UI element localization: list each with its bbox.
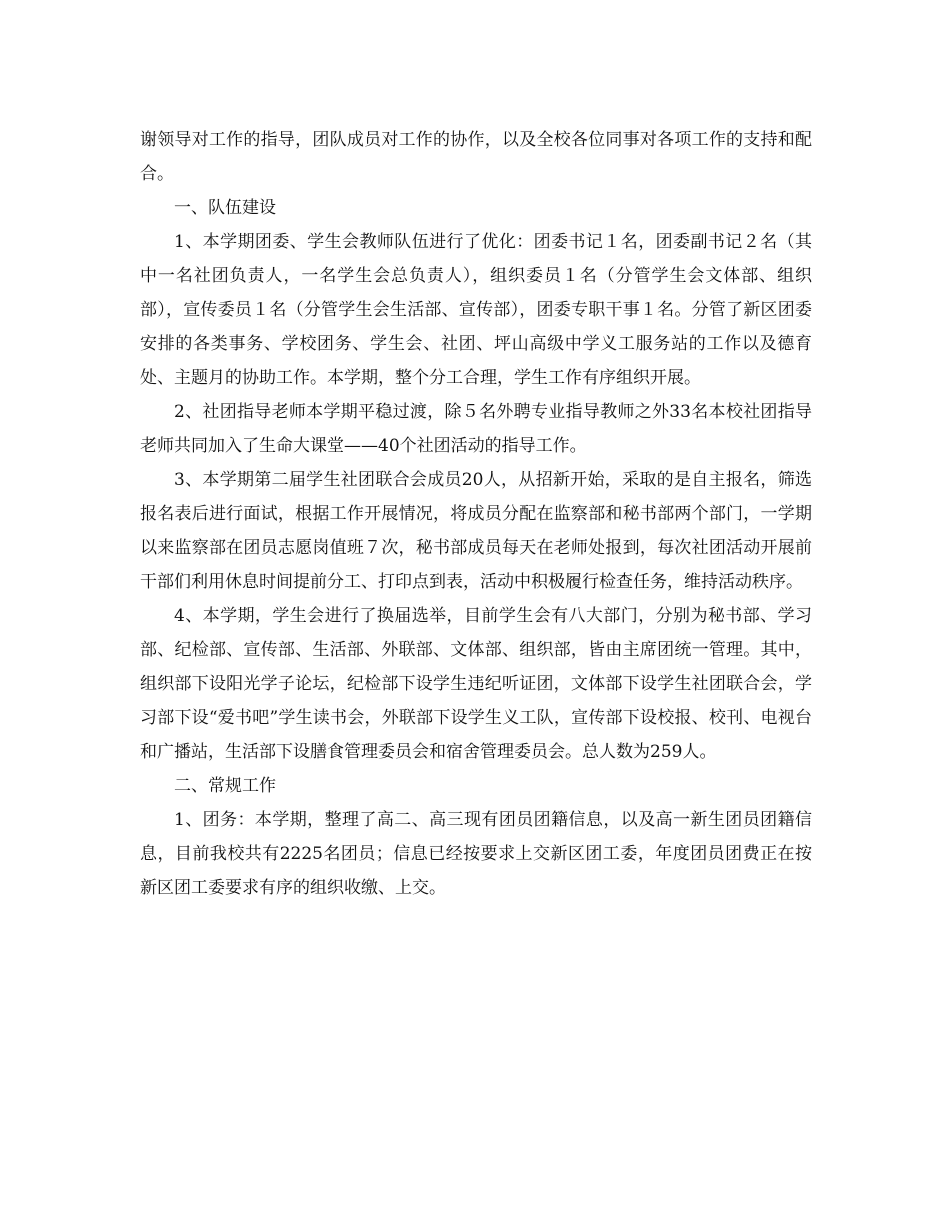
paragraph-club-advisors: 2、社团指导老师本学期平稳过渡，除５名外聘专业指导教师之外33名本校社团指导老师共同加入了生命大课堂——40个社团活动的指导工作。 xyxy=(140,402,812,456)
section-heading-team-building: 一、队伍建设 xyxy=(174,198,276,218)
paragraph-club-federation: 3、本学期第二届学生社团联合会成员20人，从招新开始，采取的是自主报名，筛选报名表后进行面试，根据工作开展情况，将成员分配在监察部和秘书部两个部门，一学期以来监察部在团员志愿岗值班７次，秘书部成员每天在老师处报到，每次社团活动开展前干部们利用休息时间提前分工、打印点到表，活动中积极履行检查任务，维持活动秩序。 xyxy=(140,470,812,592)
document-body xyxy=(140,123,812,905)
section-heading-routine-work: 二、常规工作 xyxy=(174,776,276,796)
paragraph-student-union: 4、本学期，学生会进行了换届选举，目前学生会有八大部门，分别为秘书部、学习部、纪检部、宣传部、生活部、外联部、文体部、组织部，皆由主席团统一管理。其中，组织部下设阳光学子论坛，纪检部下设学生违纪听证团，文体部下设学生社团联合会，学习部下设“爱书吧”学生读书会，外联部下设学生义工队，宣传部下设校报、校刊、电视台和广播站，生活部下设膳食管理委员会和宿舍管理委员会。总人数为259人。 xyxy=(140,606,812,762)
paragraph-league-affairs: 1、团务：本学期，整理了高二、高三现有团员团籍信息，以及高一新生团员团籍信息，目前我校共有2225名团员；信息已经按要求上交新区团工委，年度团员团费正在按新区团工委要求有序的组织收缴、上交。 xyxy=(140,810,812,898)
paragraph-continuation: 谢领导对工作的指导，团队成员对工作的协作，以及全校各位同事对各项工作的支持和配合。 xyxy=(140,130,812,184)
paragraph-team-optimization: 1、本学期团委、学生会教师队伍进行了优化：团委书记１名，团委副书记２名（其中一名社团负责人，一名学生会总负责人），组织委员１名（分管学生会文体部、组织部），宣传委员１名（分管学生会生活部、宣传部），团委专职干事１名。分管了新区团委安排的各类事务、学校团务、学生会、社团、坪山高级中学义工服务站的工作以及德育处、主题月的协助工作。本学期，整个分工合理，学生工作有序组织开展。 xyxy=(140,232,812,388)
